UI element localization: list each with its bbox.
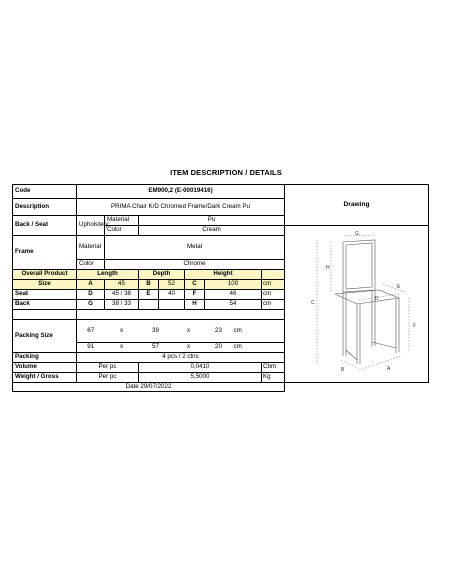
drawing-letter-c: C bbox=[310, 300, 315, 306]
seat-length-letter: D bbox=[77, 289, 105, 299]
packing-row1-a: 67 bbox=[77, 319, 105, 343]
overall-height-value: 100 bbox=[205, 279, 262, 289]
frame-material-label: Material bbox=[77, 236, 105, 260]
packing-row2-blank bbox=[262, 343, 285, 353]
seat-height-value: 46 bbox=[205, 289, 262, 299]
volume-per: Per pc bbox=[77, 363, 139, 373]
chair-backrest bbox=[343, 240, 375, 292]
seat-height-letter: F bbox=[185, 289, 205, 299]
drawing-letter-b: B bbox=[340, 367, 344, 373]
depth-header: Depth bbox=[139, 269, 185, 279]
chair-lines bbox=[335, 240, 399, 364]
size-label: Size bbox=[13, 279, 77, 289]
description-value: PRIMA Chair K/D Chromed Frame/Dark Cream Pu bbox=[77, 199, 285, 216]
packing-row2-unit: cm bbox=[233, 343, 262, 353]
chair-rails bbox=[346, 342, 396, 360]
back-depth-value-empty bbox=[159, 299, 185, 309]
frame-color-value: Chrome bbox=[105, 259, 285, 269]
overall-unit: cm bbox=[262, 279, 285, 289]
drawing-area bbox=[285, 226, 429, 383]
drawing-letter-g: G bbox=[354, 231, 359, 237]
unit-header bbox=[262, 269, 285, 279]
seat-depth-letter: E bbox=[139, 289, 159, 299]
chair-front-legs bbox=[357, 298, 399, 364]
length-header: Length bbox=[77, 269, 139, 279]
code-value: EM900,2 (E-00019416) bbox=[77, 185, 285, 199]
back-length-letter: G bbox=[77, 299, 105, 309]
drawing-letter-a: A bbox=[386, 366, 390, 372]
drawing-header: Drawing bbox=[285, 185, 429, 226]
packing-row1-x2: x bbox=[173, 319, 205, 343]
volume-label: Volume bbox=[13, 363, 77, 373]
drawing-letter-h: H bbox=[325, 265, 330, 271]
packing-row1-unit: cm bbox=[233, 319, 262, 343]
weight-per: Per pc bbox=[77, 373, 139, 383]
back-seat-color-label: Color bbox=[105, 226, 139, 236]
packing-size-label: Packing Size bbox=[13, 319, 77, 353]
back-seat-material-label: Material bbox=[105, 216, 139, 226]
spacer-cell bbox=[13, 309, 77, 319]
packing-label: Packing bbox=[13, 353, 77, 363]
overall-length-letter: A bbox=[77, 279, 105, 289]
overall-height-letter: C bbox=[185, 279, 205, 289]
chair-drawing bbox=[287, 232, 427, 382]
packing-row1-c: 23 bbox=[205, 319, 233, 343]
back-depth-letter-empty bbox=[139, 299, 159, 309]
date-line: Date 29/07/2022 bbox=[13, 383, 285, 392]
drawing-letter-e: E bbox=[396, 284, 400, 290]
back-label: Back bbox=[13, 299, 77, 309]
code-label: Code bbox=[13, 185, 77, 199]
back-seat-label: Back / Seat bbox=[13, 216, 77, 236]
seat-unit: cm bbox=[262, 289, 285, 299]
dimension-lines bbox=[317, 235, 409, 370]
packing-row2-a: 91 bbox=[77, 343, 105, 353]
packing-row1-blank bbox=[262, 319, 285, 343]
packing-row2-b: 57 bbox=[139, 343, 173, 353]
packing-value: 4 pcs / 2 ctns bbox=[77, 353, 285, 363]
upholstery-label: Upholstery bbox=[77, 216, 105, 236]
description-label: Description bbox=[13, 199, 77, 216]
back-length-value: 38 / 33 bbox=[105, 299, 139, 309]
overall-depth-value: 52 bbox=[159, 279, 185, 289]
volume-value: 0,0410 bbox=[139, 363, 262, 373]
seat-depth-value: 40 bbox=[159, 289, 185, 299]
back-seat-color-value: Cream bbox=[139, 226, 285, 236]
back-height-letter: H bbox=[185, 299, 205, 309]
spec-table bbox=[12, 184, 429, 392]
overall-product-label: Overall Product bbox=[13, 269, 77, 279]
weight-unit: Kg bbox=[262, 373, 285, 383]
packing-row2-c: 20 bbox=[205, 343, 233, 353]
weight-value: 5,5000 bbox=[139, 373, 262, 383]
packing-row1-b: 39 bbox=[139, 319, 173, 343]
drawing-letter-d: D bbox=[374, 296, 379, 302]
frame-label: Frame bbox=[13, 236, 77, 270]
spacer-row bbox=[77, 309, 285, 319]
packing-row1-x1: x bbox=[105, 319, 139, 343]
drawing-letter-f: F bbox=[412, 323, 416, 329]
weight-label: Weight / Gross bbox=[13, 373, 77, 383]
overall-depth-letter: B bbox=[139, 279, 159, 289]
back-seat-material-value: Pu bbox=[139, 216, 285, 226]
frame-material-value: Metal bbox=[105, 236, 285, 260]
seat-length-value: 45 / 38 bbox=[105, 289, 139, 299]
seat-label: Seat bbox=[13, 289, 77, 299]
height-header: Height bbox=[185, 269, 262, 279]
packing-row2-x2: x bbox=[173, 343, 205, 353]
back-height-value: 54 bbox=[205, 299, 262, 309]
packing-row2-x1: x bbox=[105, 343, 139, 353]
sheet-title: ITEM DESCRIPTION / DETAILS bbox=[170, 168, 282, 177]
back-unit: cm bbox=[262, 299, 285, 309]
volume-unit: Cbm bbox=[262, 363, 285, 373]
frame-color-label: Color bbox=[77, 259, 105, 269]
overall-length-value: 45 bbox=[105, 279, 139, 289]
